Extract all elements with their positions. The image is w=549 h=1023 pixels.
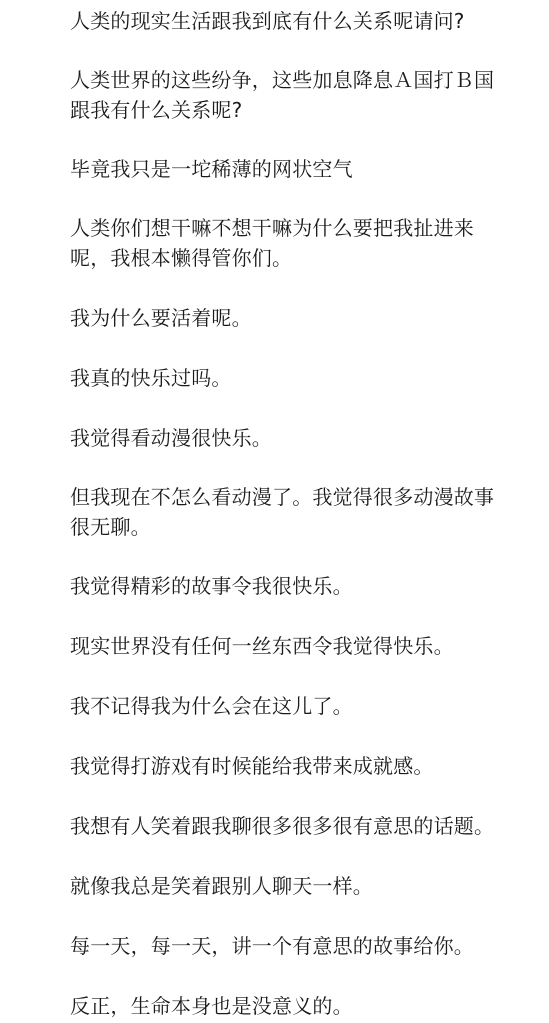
- paragraph-6: 我真的快乐过吗。: [70, 366, 232, 390]
- paragraph-15: 每一天，每一天，讲一个有意思的故事给你。: [70, 934, 474, 958]
- paragraph-7: 我觉得看动漫很快乐。: [70, 426, 272, 450]
- paragraph-12: 我觉得打游戏有时候能给我带来成就感。: [70, 754, 434, 778]
- paragraph-13: 我想有人笑着跟我聊很多很多很有意思的话题。: [70, 814, 495, 838]
- paragraph-1: 人类的现实生活跟我到底有什么关系呢请问?: [70, 9, 465, 33]
- paragraph-5: 我为什么要活着呢。: [70, 306, 252, 330]
- paragraph-3: 毕竟我只是一坨稀薄的网状空气: [70, 157, 353, 181]
- paragraph-14: 就像我总是笑着跟别人聊天一样。: [70, 874, 373, 898]
- paragraph-11: 我不记得我为什么会在这儿了。: [70, 694, 353, 718]
- paragraph-2: 人类世界的这些纷争，这些加息降息Ａ国打Ｂ国 跟我有什么关系呢?: [70, 68, 495, 122]
- paragraph-16: 反正，生命本身也是没意义的。: [70, 994, 353, 1018]
- paragraph-9: 我觉得精彩的故事令我很快乐。: [70, 574, 353, 598]
- paragraph-8: 但我现在不怎么看动漫了。我觉得很多动漫故事 很无聊。: [70, 485, 495, 539]
- paragraph-10: 现实世界没有任何一丝东西令我觉得快乐。: [70, 634, 454, 658]
- paragraph-4: 人类你们想干嘛不想干嘛为什么要把我扯进来 呢，我根本懒得管你们。: [70, 216, 474, 270]
